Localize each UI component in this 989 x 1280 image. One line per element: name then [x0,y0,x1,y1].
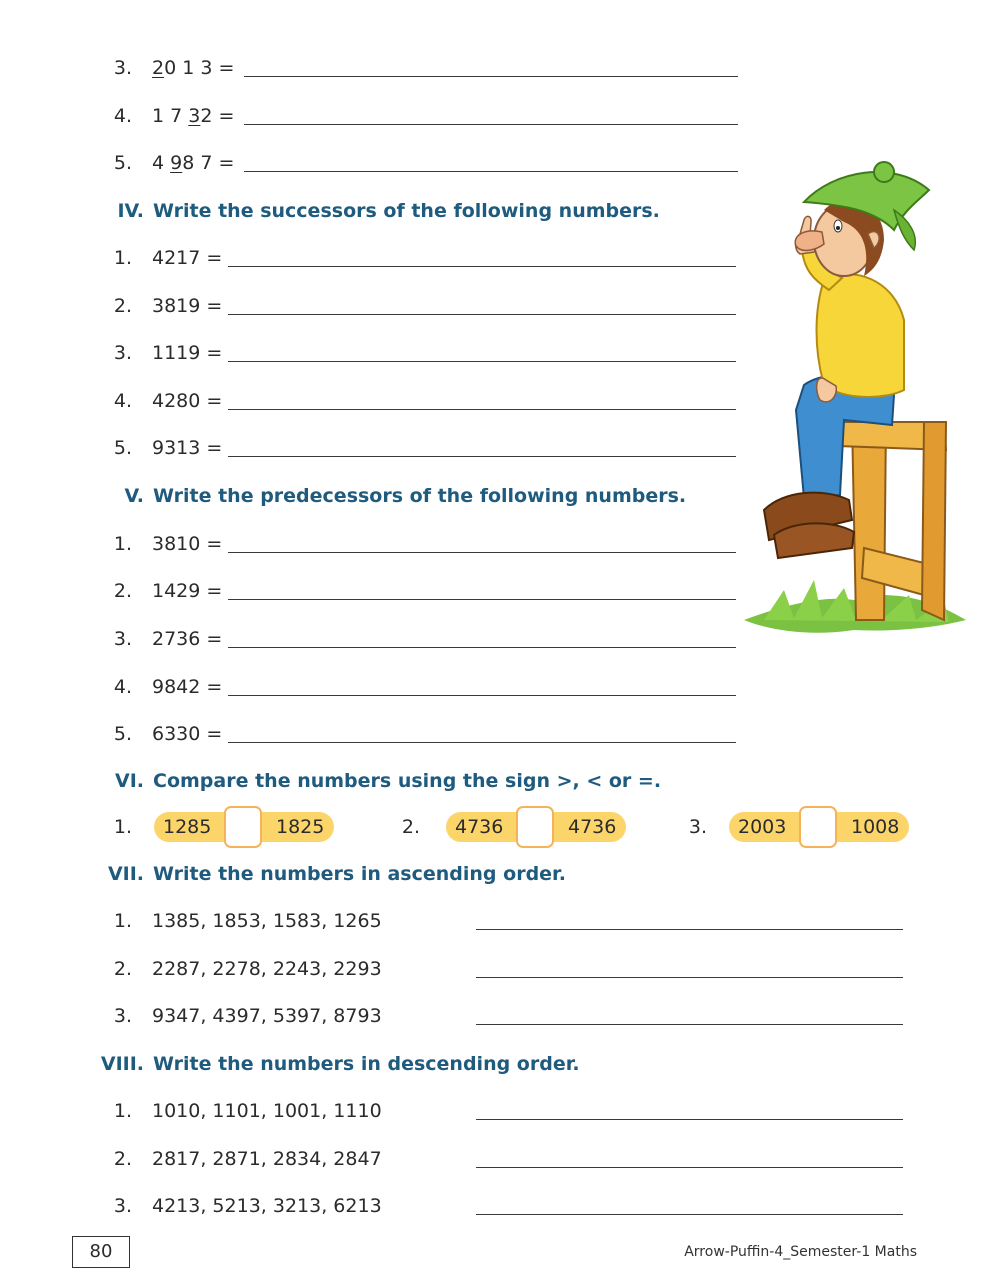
item-number: 5. [113,437,132,459]
number-expression: 4 98 7 = [152,152,235,174]
answer-line[interactable] [228,266,736,267]
answer-line[interactable] [244,124,738,125]
answer-line[interactable] [228,695,736,696]
answer-line[interactable] [228,552,736,553]
section-title: Compare the numbers using the sign >, < or =. [153,770,662,792]
answer-line[interactable] [476,1119,903,1120]
item-number: 2. [113,295,132,317]
item-number: 3. [113,1195,132,1217]
answer-line[interactable] [476,1024,903,1025]
answer-line[interactable] [476,977,903,978]
item-text: 9313 = [152,437,223,459]
item-number: 5. [113,152,132,174]
answer-line[interactable] [228,742,736,743]
item-number: 3. [113,57,132,79]
nose [795,231,824,251]
number-left: 2003 [738,816,787,838]
number-list: 1010, 1101, 1001, 1110 [152,1100,382,1122]
number-list: 4213, 5213, 3213, 6213 [152,1195,382,1217]
book-title-footer: Arrow-Puffin-4_Semester-1 Maths [684,1244,917,1260]
cartoon-boy-illustration [744,150,970,662]
sign-answer-box[interactable] [516,806,554,848]
sign-answer-box[interactable] [799,806,837,848]
number-list: 9347, 4397, 5397, 8793 [152,1005,382,1027]
item-number: 1. [113,247,132,269]
page-number: 80 [72,1236,130,1268]
sign-answer-box[interactable] [224,806,262,848]
number-expression: 20 1 3 = [152,57,235,79]
item-number: 1. [113,1100,132,1122]
section-title: Write the numbers in ascending order. [153,863,566,885]
item-text: 6330 = [152,723,223,745]
roman-numeral: VI. [115,770,144,792]
number-right: 1825 [276,816,325,838]
item-text: 2736 = [152,628,223,650]
item-text: 1429 = [152,580,223,602]
answer-line[interactable] [228,456,736,457]
item-text: 3810 = [152,533,223,555]
item-number: 2. [113,1148,132,1170]
answer-line[interactable] [228,599,736,600]
item-text: 1119 = [152,342,223,364]
item-number: 3. [113,628,132,650]
item-number: 1. [113,533,132,555]
item-number: 1. [113,816,132,838]
answer-line[interactable] [476,1214,903,1215]
item-text: 9842 = [152,676,223,698]
roman-numeral: VII. [107,863,144,885]
number-expression: 1 7 32 = [152,105,235,127]
item-number: 3. [113,342,132,364]
number-list: 1385, 1853, 1583, 1265 [152,910,382,932]
item-number: 2. [113,958,132,980]
answer-line[interactable] [476,929,903,930]
answer-line[interactable] [228,361,736,362]
answer-line[interactable] [244,76,738,77]
number-right: 4736 [568,816,617,838]
item-text: 3819 = [152,295,223,317]
item-number: 4. [113,390,132,412]
item-number: 2. [113,580,132,602]
answer-line[interactable] [476,1167,903,1168]
section-title: Write the numbers in descending order. [153,1053,580,1075]
shirt [817,274,905,397]
section-title: Write the predecessors of the following numbers. [153,485,687,507]
item-number: 1. [113,910,132,932]
item-text: 4217 = [152,247,223,269]
roman-numeral: IV. [117,200,144,222]
roman-numeral: V. [124,485,144,507]
answer-line[interactable] [228,409,736,410]
number-left: 4736 [455,816,504,838]
item-number: 4. [113,676,132,698]
item-number: 4. [113,105,132,127]
number-right: 1008 [851,816,900,838]
shoe [774,523,854,558]
number-list: 2287, 2278, 2243, 2293 [152,958,382,980]
item-number: 2. [401,816,420,838]
item-number: 3. [688,816,707,838]
answer-line[interactable] [228,647,736,648]
item-number: 3. [113,1005,132,1027]
roman-numeral: VIII. [100,1053,144,1075]
section-title: Write the successors of the following numbers. [153,200,660,222]
answer-line[interactable] [244,171,738,172]
item-number: 5. [113,723,132,745]
answer-line[interactable] [228,314,736,315]
number-list: 2817, 2871, 2834, 2847 [152,1148,382,1170]
item-text: 4280 = [152,390,223,412]
number-left: 1285 [163,816,212,838]
fence-post [852,420,886,620]
